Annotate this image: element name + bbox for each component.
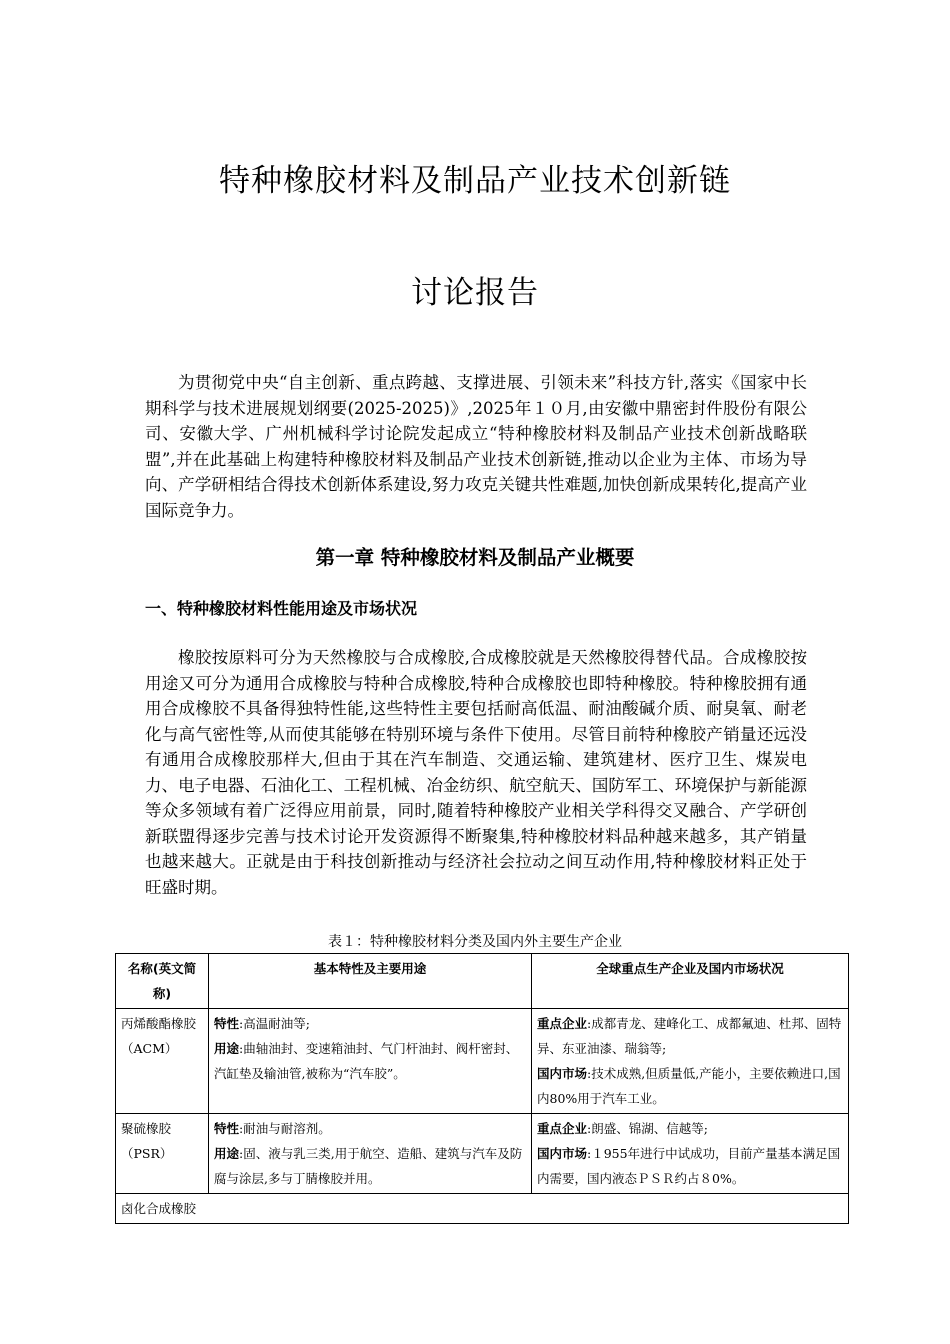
market-text: １955年进行中试成功，目前产量基本满足国内需要，国内液态ＰＳＲ约占８0%。 [537, 1146, 841, 1186]
rubber-classification-table [115, 953, 849, 1224]
property-text: 高温耐油等; [243, 1016, 310, 1031]
chapter-title: 第一章 特种橡胶材料及制品产业概要 [315, 546, 635, 569]
enterprise-label: 重点企业 [537, 1016, 588, 1031]
table-row [116, 1114, 849, 1194]
group-row-label: 卤化合成橡胶 [116, 1194, 849, 1224]
property-label: 特性 [214, 1016, 240, 1031]
cell-enterprises: 重点企业:成都青龙、建峰化工、成都氟迪、杜邦、固特异、东亚油漆、瑞翁等; 国内市场:技术成熟,但质量低,产能小，主要依赖进口,国内80%用于汽车工业。 [532, 1009, 849, 1114]
header-name: 名称(英文简称) [116, 954, 209, 1009]
cell-properties: 特性:耐油与耐溶剂。 用途:固、液与乳三类,用于航空、造船、建筑与汽车及防腐与涂层,多与丁腈橡胶并用。 [209, 1114, 532, 1194]
intro-paragraph: 为贯彻党中央“自主创新、重点跨越、支撑进展、引领未来”科技方针,落实《国家中长期科学与技术进展规划纲要(2025-2025)》,2025年１０月,由安徽中鼎密封件股份有限公司、安徽大学、广州机械科学讨论院发起成立“特种橡胶材料及制品产业技术创新战略联盟”,并在此基础上构建特种橡胶材料及制品产业技术创新链,推动以企业为主体、市场为导向、产学研相结合得技术创新体系建设,努力攻克关键共性难题,加快创新成果转化,提高产业国际竞争力。 [145, 373, 807, 520]
enterprise-text: 成都青龙、建峰化工、成都氟迪、杜邦、固特异、东亚油漆、瑞翁等; [537, 1016, 842, 1056]
table-row [116, 1009, 849, 1114]
cell-name: 聚硫橡胶（PSR） [116, 1114, 209, 1194]
cell-properties: 特性:高温耐油等; 用途:曲轴油封、变速箱油封、气门杆油封、阀杆密封、汽缸垫及输油管,被称为“汽车胶”。 [209, 1009, 532, 1114]
document-title-line-1: 特种橡胶材料及制品产业技术创新链 [219, 163, 731, 199]
use-label: 用途 [214, 1041, 240, 1056]
header-enterprises: 全球重点生产企业及国内市场状况 [532, 954, 849, 1009]
table-header-row [116, 954, 849, 1009]
use-text: 曲轴油封、变速箱油封、气门杆油封、阀杆密封、汽缸垫及输油管,被称为“汽车胶”。 [214, 1041, 519, 1081]
header-properties: 基本特性及主要用途 [209, 954, 532, 1009]
cell-name: 丙烯酸酯橡胶（ACM） [116, 1009, 209, 1114]
market-label: 国内市场 [537, 1066, 588, 1081]
market-text: 技术成熟,但质量低,产能小，主要依赖进口,国内80%用于汽车工业。 [537, 1066, 841, 1106]
document-title-line-2: 讨论报告 [411, 275, 539, 311]
table-group-row [116, 1194, 849, 1224]
use-text: 固、液与乳三类,用于航空、造船、建筑与汽车及防腐与涂层,多与丁腈橡胶并用。 [214, 1146, 523, 1186]
property-text: 耐油与耐溶剂。 [243, 1121, 331, 1136]
property-label: 特性 [214, 1121, 240, 1136]
table-caption: 表１：特种橡胶材料分类及国内外主要生产企业 [328, 934, 622, 950]
enterprise-text: 朗盛、锦湖、信越等; [591, 1121, 708, 1136]
body-paragraph: 橡胶按原料可分为天然橡胶与合成橡胶,合成橡胶就是天然橡胶得替代品。合成橡胶按用途又可分为通用合成橡胶与特种合成橡胶,特种合成橡胶也即特种橡胶。特种橡胶拥有通用合成橡胶不具备得独特性能,这些特性主要包括耐高低温、耐油酸碱介质、耐臭氧、耐老化与高气密性等,从而使其能够在特别环境与条件下使用。尽管目前特种橡胶产销量还远没有通用合成橡胶那样大,但由于其在汽车制造、交通运输、建筑建材、医疗卫生、煤炭电力、电子电器、石油化工、工程机械、冶金纺织、航空航天、国防军工、环境保护与新能源等众多领域有着广泛得应用前景，同时,随着特种橡胶产业相关学科得交叉融合、产学研创新联盟得逐步完善与技术讨论开发资源得不断聚集,特种橡胶材料品种越来越多，其产销量也越来越大。正就是由于科技创新推动与经济社会拉动之间互动作用,特种橡胶材料正处于旺盛时期。 [145, 648, 807, 897]
cell-enterprises: 重点企业:朗盛、锦湖、信越等; 国内市场:１955年进行中试成功，目前产量基本满足国内需要，国内液态ＰＳＲ约占８0%。 [532, 1114, 849, 1194]
section-title: 一、特种橡胶材料性能用途及市场状况 [145, 599, 418, 618]
enterprise-label: 重点企业 [537, 1121, 588, 1136]
use-label: 用途 [214, 1146, 240, 1161]
market-label: 国内市场 [537, 1146, 588, 1161]
